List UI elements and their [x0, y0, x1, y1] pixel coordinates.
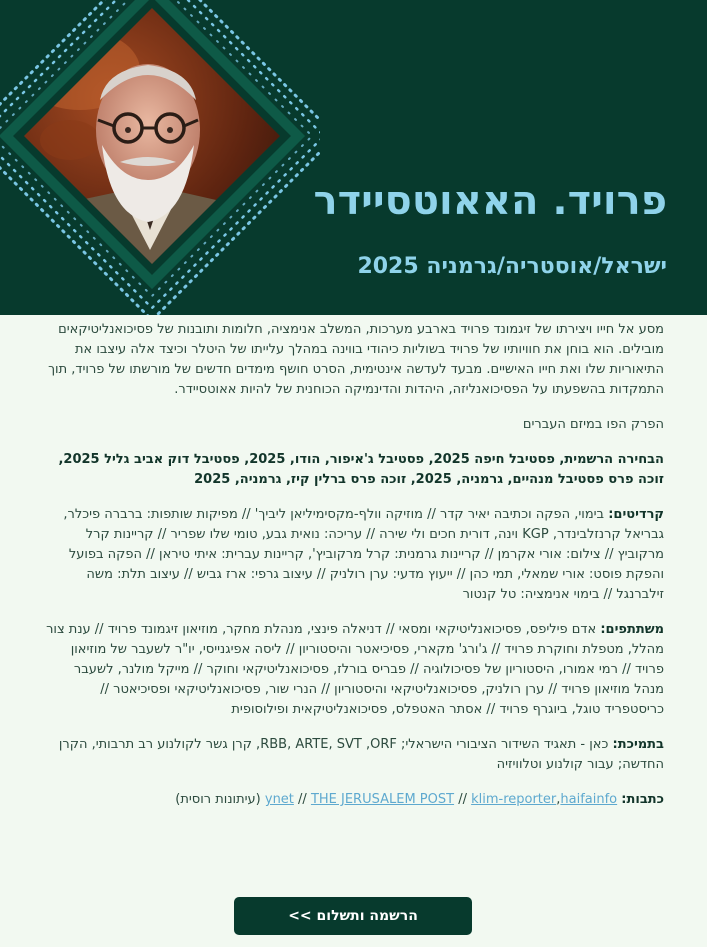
hero-portrait-diamond	[0, 0, 320, 315]
press-separator: //	[454, 792, 472, 807]
page-title: פרויד. האאוטסיידר	[313, 178, 667, 224]
page-subtitle: ישראל/אוסטריה/גרמניה 2025	[357, 254, 667, 279]
press-link-haifainfo[interactable]: haifainfo	[560, 792, 618, 807]
festivals-text: הבחירה הרשמית, פסטיבל חיפה 2025, פסטיבל ג'איפור, הודו, 2025, פסטיבל דוק אביב גליל 2025, זוכה פרס פסטיבל מנהיים, גרמניה, 2025, זוכה פרס ברלין קיז, גרמניה, 2025	[58, 452, 664, 487]
portrait-diamond-graphic	[0, 0, 320, 315]
press-link-klim-reporter[interactable]: klim-reporter	[471, 792, 557, 807]
participants-text: אדם פיליפס, פסיכואנליטיקאי ומסאי // דניאלה פינצי, מנהלת מחקר, מוזיאון זיגמונד פרויד // ענת צור מהלל, מטפלת וחוקרת פרויד // ג'ורג' מקארי, פסיכיאטר והיסטוריון // ליסה אפיגנייסי, יו"ר לשעבר של מוזיאון פרויד // רמי אמורו, היסטוריון של פסיכולוגיה // פבריס בורלז, פסיכואנליטיקאי וחוקר // מייקל מולנר, לשעבר מנהל מוזיאון פרויד // ערן רולניק, פסיכואנליטיקאי והיסטוריון // הנרי שור, פסיכואנליטיקאי ופסיכיאטר // כריסטפריד טוגל, ביוגרף פרויד // אסתר האטפלס, פסיכואנליטיקאית ופילוסופית	[46, 622, 664, 717]
participants-label: משתתפים:	[600, 622, 664, 637]
support-section	[46, 735, 664, 775]
credits-label: קרדיטים:	[608, 507, 664, 522]
support-text: כאן - תאגיד השידור הציבורי הישראלי; RBB, ARTE, SVT ,ORF, קרן גשר לקולנוע רב תרבותי, הקרן החדשה; עבור קולנוע וטלוויזיה	[58, 737, 664, 772]
synopsis-text: מסע אל חייו ויצירתו של זיגמונד פרויד בארבע מערכות, המשלב אנימציה, חלומות ותובנות של פסיכואנליטיקאים מובילים. הוא בוחן את חוויותיו של פרויד בשוליות כיהודי בווינה במהלך עלייתו של היטלר וכיצד אלה עיצבו את התיאוריות שלו ואת חייו האישיים. מבעד לעדשה אינטימית, הסרט חושף מימדים חדשים של מורשתו של פרויד, תוך התמקדות בהשפעתו על הפסיכואנליזה, היהדות והדינמיקה הכוחנית של להיות אאוטסיידר.	[48, 322, 664, 397]
initiative-text: הפרק הפו במיזם העברים	[522, 417, 664, 432]
register-pay-button[interactable]: הרשמה ותשלום >>	[234, 897, 472, 935]
credits-section	[46, 505, 664, 605]
support-label: בתמיכת:	[612, 737, 664, 752]
credits-text: בימוי, הפקה וכתיבה יאיר קדר // מוזיקה וולף-מקסימיליאן ליביך' // מפיקות שותפות: ברברה פיכלר, גבריאל קרנזלבינדר, KGP וינה, דורית חכים ולי שירה // עריכה: נואית גבע, טומי שלו שפריר // קריינות קרל מרקוביץ // צילום: אורי אקרמן // קריינות גרמנית: קרל מרקוביץ', קריינות עברית: איתי טיראן // הפקה בפועל והפקת פוסט: אורי שמאלי, תמי כהן // ייעוץ מדעי: ערן רולניק // עיצוב גרפי: ארז גביש // עיצוב תלת: משה זילברנגל // בימוי אנימציה: טל קנטור	[63, 507, 664, 602]
press-comma: ,	[556, 792, 561, 807]
press-label: כתבות:	[621, 792, 664, 807]
hero-banner	[0, 0, 707, 315]
event-description	[46, 320, 664, 825]
press-link-ynet[interactable]: ynet	[264, 792, 294, 807]
press-separator: //	[293, 792, 311, 807]
press-russian-note: (עיתונות רוסית)	[175, 792, 265, 807]
press-link-jerusalem-post[interactable]: THE JERUSALEM POST	[310, 792, 455, 807]
participants-section	[46, 620, 664, 720]
press-section	[46, 790, 664, 810]
